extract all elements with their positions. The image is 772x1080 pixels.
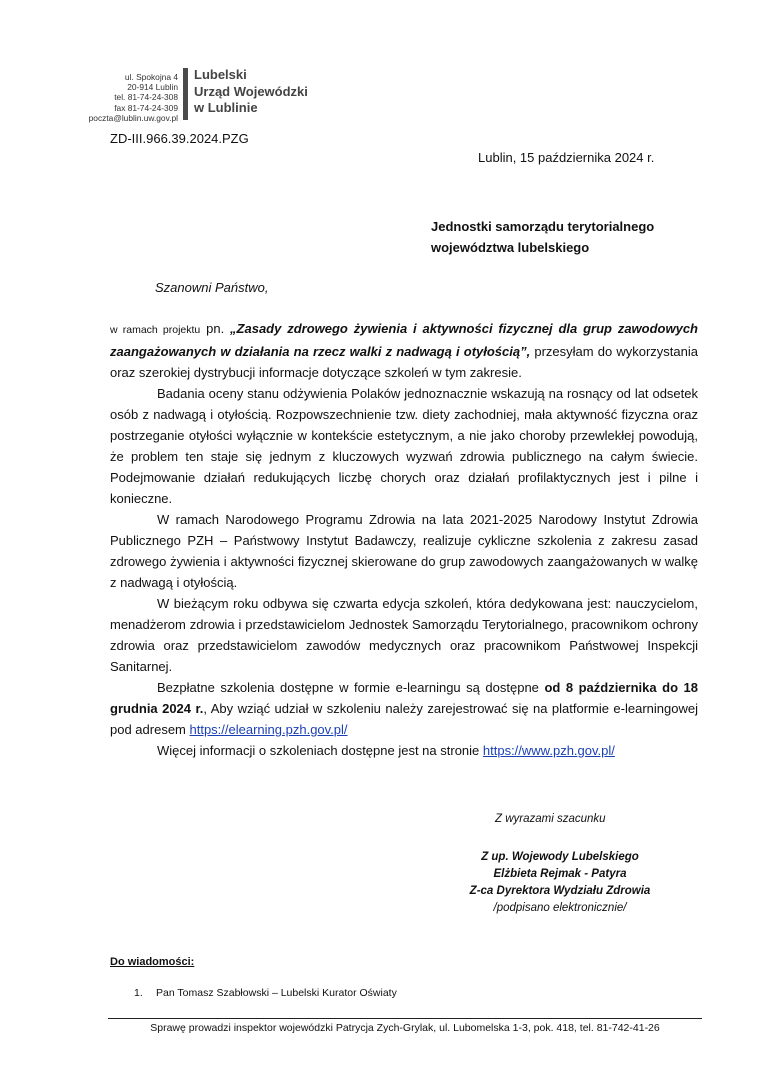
salutation: Szanowni Państwo, bbox=[155, 280, 269, 295]
footer-contact: Sprawę prowadzi inspektor wojewódzki Patrycja Zych-Grylak, ul. Lubomelska 1-3, pok. 418, tel. 81-742-41-26 bbox=[150, 1022, 660, 1034]
signature-name: Elżbieta Rejmak - Patyra bbox=[493, 868, 627, 880]
cc-item-text: Pan Tomasz Szabłowski – Lubelski Kurator Oświaty bbox=[156, 987, 397, 999]
elearning-text-1: Bezpłatne szkolenia dostępne w formie e-learningu są dostępne bbox=[157, 680, 545, 695]
contact-phone: tel. 81-74-24-308 bbox=[114, 92, 178, 103]
closing: Z wyrazami szacunku bbox=[495, 813, 606, 825]
paragraph-edition: W bieżącym roku odbywa się czwarta edycja szkoleń, która dedykowana jest: nauczycielom, menadżerom zdrowia i przedstawicielom Jednostek Samorządu Terytorialnego, pracownikom ochrony zdrowia oraz przedstawicielom zawodów medycznych oraz pracownikom Państwowej Inspekcji Sanitarnej. bbox=[110, 596, 698, 674]
intro-rest: przesyłam do wykorzystania oraz szerokiej dystrybucji informacje dotyczące szkoleń w tym zakresie. bbox=[110, 344, 698, 380]
contact-email: poczta@lublin.uw.gov.pl bbox=[88, 112, 178, 123]
contact-fax: fax 81-74-24-309 bbox=[114, 102, 178, 113]
signature-authority: Z up. Wojewody Lubelskiego bbox=[481, 851, 639, 863]
intro-lead: pn. bbox=[200, 321, 231, 336]
paragraph-research: Badania oceny stanu odżywienia Polaków jednoznacznie wskazują na rosnący od lat odsetek osób z nadwagą i otyłością. Rozpowszechnienie tzw. diety zachodniej, mała aktywność fizyczna oraz postrzeganie otyłości wyłącznie w kontekście estetycznym, a nie jako choroby przewlekłej powodują, że problem ten staje się jednym z kluczowych wyzwań zdrowia publicznego na całym świecie. Podejmowanie działań redukujących liczbę chorych oraz działań profilaktycznych jest i pilne i konieczne. bbox=[110, 386, 698, 506]
intro-lead-small: w ramach projektu bbox=[110, 324, 201, 336]
contact-postcode: 20-914 Lublin bbox=[127, 82, 178, 93]
training-dates: od 8 października do 18 grudnia 2024 r. bbox=[110, 680, 698, 716]
more-info-text: Więcej informacji o szkoleniach dostępne jest na stronie bbox=[157, 743, 483, 758]
org-logo-text bbox=[194, 67, 308, 117]
place-date: Lublin, 15 października 2024 r. bbox=[478, 150, 655, 165]
paragraph-elearning bbox=[110, 677, 698, 740]
paragraph-program: W ramach Narodowego Programu Zdrowia na lata 2021-2025 Narodowy Instytut Zdrowia Publicznego PZH – Państwowy Instytut Badawczy, realizuje cykliczne szkolenia z zakresu zasad zdrowego żywienia i aktywności fizycznej skierowane do grup zawodowych zaangażowanych w walkę z nadwagą i otyłością. bbox=[110, 512, 698, 590]
cc-list-item bbox=[134, 987, 397, 999]
letter-body bbox=[110, 318, 698, 761]
org-name-line-2: Urząd Wojewódzki bbox=[194, 83, 308, 99]
org-name-line-3: w Lublinie bbox=[194, 100, 258, 115]
cc-item-number: 1. bbox=[134, 987, 143, 999]
cc-title: Do wiadomości: bbox=[110, 956, 195, 968]
signature-position: Z-ca Dyrektora Wydziału Zdrowia bbox=[469, 885, 651, 897]
header-contact bbox=[60, 72, 178, 123]
reference-number: ZD-III.966.39.2024.PZG bbox=[110, 131, 249, 146]
elearning-text-2: , Aby wziąć udział w szkoleniu należy zarejestrować się na platformie e-learningowej pod adresem bbox=[110, 701, 698, 737]
signature-note: /podpisano elektronicznie/ bbox=[493, 902, 627, 914]
logo-bar bbox=[183, 68, 188, 120]
addressee-line-1: Jednostki samorządu terytorialnego bbox=[431, 219, 655, 234]
addressee-line-2: województwa lubelskiego bbox=[431, 240, 590, 255]
footer-divider bbox=[108, 1018, 702, 1019]
elearning-link[interactable]: https://elearning.pzh.gov.pl/ bbox=[189, 722, 348, 737]
paragraph-more-info bbox=[110, 740, 698, 761]
paragraph-intro bbox=[110, 318, 698, 383]
org-name-line-1: Lubelski bbox=[194, 67, 247, 82]
contact-address: ul. Spokojna 4 bbox=[124, 72, 178, 82]
project-title: „Zasady zdrowego żywienia i aktywności fizycznej dla grup zawodowych zaangażowanych w działania na rzecz walki z nadwagą i otyłością”, bbox=[110, 321, 698, 359]
pzh-website-link[interactable]: https://www.pzh.gov.pl/ bbox=[482, 743, 615, 758]
signature-block bbox=[440, 849, 680, 917]
addressee bbox=[431, 216, 654, 258]
